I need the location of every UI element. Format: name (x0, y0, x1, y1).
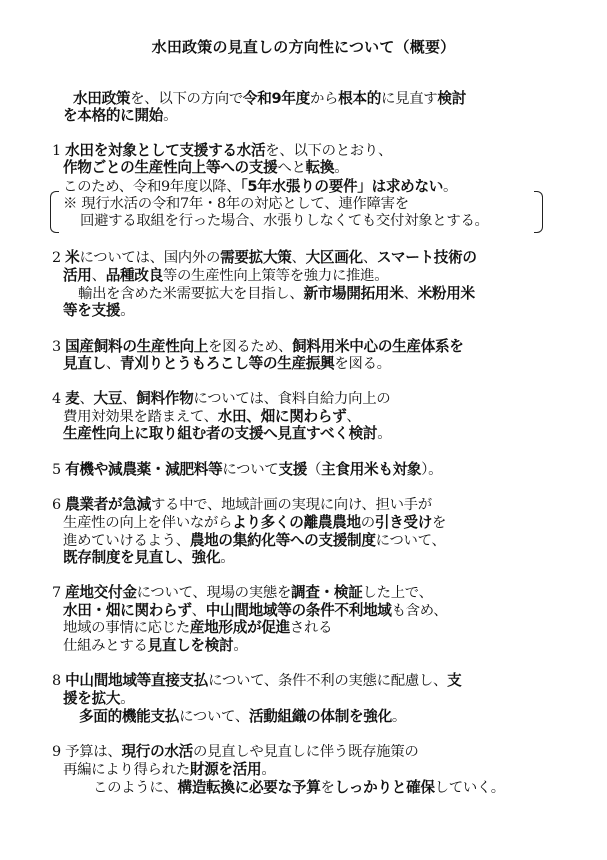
text-line (52, 338, 464, 356)
note-bracket-right (534, 191, 543, 233)
text-line (63, 602, 447, 620)
text-run: 。 (220, 550, 235, 566)
text-line (52, 584, 433, 602)
bold-phrase: 既存制度を見直し、強化 (63, 549, 221, 566)
text-run: 4 (52, 391, 66, 407)
text-run: 、 (91, 268, 106, 284)
bold-phrase: 飼料作物 (136, 390, 194, 407)
text-line (63, 408, 360, 426)
bold-phrase: 見直しを検討 (147, 637, 234, 654)
text-run: について、現場の実態を (136, 585, 292, 601)
bold-phrase: 援を拡大 (63, 690, 121, 707)
bold-phrase: 支 (447, 672, 462, 689)
text-run: される (289, 620, 333, 636)
text-line (52, 249, 477, 267)
text-run: 再編により得られた (63, 762, 190, 778)
bold-phrase: 新市場開拓用米 (303, 285, 404, 302)
bold-phrase: 多面的機能支払 (79, 708, 180, 725)
bold-phrase: 飼料用米中心の生産体系を (292, 338, 464, 355)
bold-phrase: 青刈りとうもろこし等の生産振興 (119, 355, 335, 372)
bold-phrase: 財源を活用 (189, 761, 262, 778)
text-run: 進めていけるよう、 (63, 533, 190, 549)
text-run: 6 (52, 497, 66, 513)
text-run: 、 (362, 250, 377, 266)
text-run: ※ 現行水活の令和7年・8年の対応として、連作障害を (63, 196, 409, 212)
text-run: を、以下のとおり、 (265, 143, 393, 159)
text-run: していく。 (434, 780, 505, 796)
text-line (63, 195, 409, 213)
text-run: 。 (261, 762, 276, 778)
text-line (52, 496, 432, 514)
bold-phrase: 検討 (437, 90, 466, 107)
bold-phrase: 転換 (305, 159, 335, 176)
text-run: 。 (391, 709, 406, 725)
text-run: 8 (52, 673, 66, 689)
text-run: も含め、 (391, 603, 448, 619)
bold-phrase: スマート技術の (376, 249, 477, 266)
text-line (63, 619, 332, 637)
text-run: 1 (52, 143, 66, 159)
text-run: に見直す (381, 91, 438, 107)
text-run: 費用対効果を踏まえて、 (63, 409, 218, 425)
bold-phrase: 農地の集約化等への支援制度 (189, 532, 376, 549)
text-line (63, 159, 348, 177)
text-run: については、食料自給力向上の (193, 391, 391, 407)
text-line (63, 178, 457, 196)
text-run: 7 (52, 585, 66, 601)
text-run: 5 (52, 462, 66, 478)
text-run: 。 (233, 638, 248, 654)
bold-phrase: 現行の水活 (121, 743, 193, 760)
text-run: 等の生産性向上策等を強力に推進。 (162, 268, 389, 284)
text-run: 、 (105, 356, 120, 372)
text-run: する中で、地域計画の実現に向け、担い手が (150, 497, 432, 513)
bold-phrase: しっかりと確保 (334, 779, 435, 796)
text-line (93, 779, 505, 797)
text-line (63, 690, 134, 708)
text-run: の (360, 515, 375, 531)
text-run: について (222, 462, 279, 478)
bold-phrase: 活用 (63, 267, 92, 284)
text-line (79, 708, 406, 726)
text-run: 、 (122, 391, 137, 407)
text-line (52, 142, 392, 160)
text-run: へと (277, 160, 306, 176)
text-run: 。 (377, 426, 392, 442)
text-run: このため、令和9年度以降、 (63, 179, 241, 195)
text-run: 、 (403, 286, 418, 302)
text-run: 、 (191, 603, 206, 619)
text-line (63, 302, 134, 320)
text-run: 。 (334, 160, 349, 176)
bold-phrase: 品種改良 (105, 267, 163, 284)
bold-phrase: 活動組織の体制を強化 (248, 708, 392, 725)
text-run: 。 (443, 179, 458, 195)
bold-phrase: 「5年水張りの要件」は求めない (240, 178, 444, 195)
text-run: した上で、 (362, 585, 433, 601)
bold-phrase: より多くの離農農地 (232, 514, 361, 531)
text-run: 2 (52, 250, 66, 266)
text-run: から (309, 91, 339, 107)
text-run: を (432, 515, 447, 531)
text-run: 3 (52, 339, 66, 355)
text-run: 。 (163, 108, 178, 124)
text-run: 。 (120, 303, 135, 319)
bold-phrase: 麦 (65, 390, 80, 407)
text-line (63, 267, 388, 285)
text-run: このように、 (93, 780, 178, 796)
bold-phrase: 主食用米も対象 (321, 461, 422, 478)
bold-phrase: 大豆 (93, 390, 123, 407)
bold-phrase: 米粉用米 (417, 285, 475, 302)
text-run: 仕組みとする (63, 638, 148, 654)
text-line (52, 461, 442, 479)
text-line (80, 212, 489, 230)
text-run: について、 (375, 533, 446, 549)
text-line (52, 672, 461, 690)
bold-phrase: 有機や減農薬・減肥料等 (65, 461, 223, 478)
text-run: については、国内外の (79, 250, 221, 266)
text-run: について、条件不利の実態に配慮し、 (208, 673, 448, 689)
text-run: を図るため、 (208, 339, 293, 355)
text-run: （ (307, 462, 322, 478)
text-run: 。 (120, 691, 135, 707)
text-line (63, 549, 234, 567)
bold-phrase: 中山間地域等の条件不利地域 (205, 602, 392, 619)
text-run: ）。 (421, 462, 443, 478)
text-run: 生産性の向上を伴いながら (63, 515, 233, 531)
text-run: を (320, 780, 335, 796)
document-title: 水田政策の見直しの方向性について（概要） (151, 38, 456, 56)
text-run: について、 (179, 709, 249, 725)
bold-phrase: 支援 (278, 461, 308, 478)
bold-phrase: 調査・検証 (291, 584, 363, 601)
bold-phrase: を本格的に開始 (63, 107, 164, 124)
text-run: 、 (291, 250, 306, 266)
bold-phrase: 国産飼料の生産性向上 (65, 338, 209, 355)
bold-phrase: 令和9年度 (242, 90, 310, 107)
bold-phrase: 中山間地域等直接支払 (65, 672, 209, 689)
bold-phrase: 水田・畑に関わらず (63, 602, 192, 619)
text-run: 、 (79, 391, 94, 407)
text-line (63, 637, 247, 655)
text-run: 回避する取組を行った場合、水張りしなくても交付対象とする。 (80, 213, 489, 229)
bold-phrase: 根本的 (338, 90, 382, 107)
bold-phrase: 産地交付金 (65, 584, 137, 601)
text-line (63, 107, 177, 125)
bold-phrase: 米 (65, 249, 80, 266)
bold-phrase: 水田を対象として支援する水活 (65, 142, 266, 159)
text-run: 9 予算は、 (52, 744, 122, 760)
bold-phrase: 大区画化 (305, 249, 363, 266)
bold-phrase: 需要拡大策 (220, 249, 292, 266)
text-run: の見直しや見直しに伴う既存施策の (192, 744, 419, 760)
text-run: を、以下の方向で (130, 91, 243, 107)
text-line (63, 532, 446, 550)
bold-phrase: 作物ごとの生産性向上等への支援 (63, 159, 278, 176)
text-line (63, 425, 391, 443)
text-line (63, 761, 275, 779)
text-line (52, 743, 418, 761)
bold-phrase: 農業者が急減 (65, 496, 151, 513)
text-line (63, 355, 391, 373)
text-run: 輸出を含めた米需要拡大を目指し、 (78, 286, 304, 302)
text-line (78, 285, 475, 303)
bold-phrase: 産地形成が促進 (189, 619, 290, 636)
bold-phrase: 構造転換に必要な予算 (177, 779, 321, 796)
bold-phrase: 水田、畑に関わらず (217, 408, 347, 425)
text-run: 、 (346, 409, 361, 425)
note-bracket-left (50, 191, 59, 233)
bold-phrase: 生産性向上に取り組む者の支援へ見直すべく検討 (63, 425, 378, 442)
bold-phrase: 水田政策 (73, 90, 131, 107)
bold-phrase: 等を支援 (63, 302, 121, 319)
bold-phrase: 見直し (63, 355, 106, 372)
bold-phrase: 引き受け (374, 514, 433, 531)
text-run: を図る。 (334, 356, 391, 372)
text-line (63, 514, 446, 532)
text-line (73, 90, 466, 108)
text-line (52, 390, 390, 408)
text-run: 地域の事情に応じた (63, 620, 190, 636)
